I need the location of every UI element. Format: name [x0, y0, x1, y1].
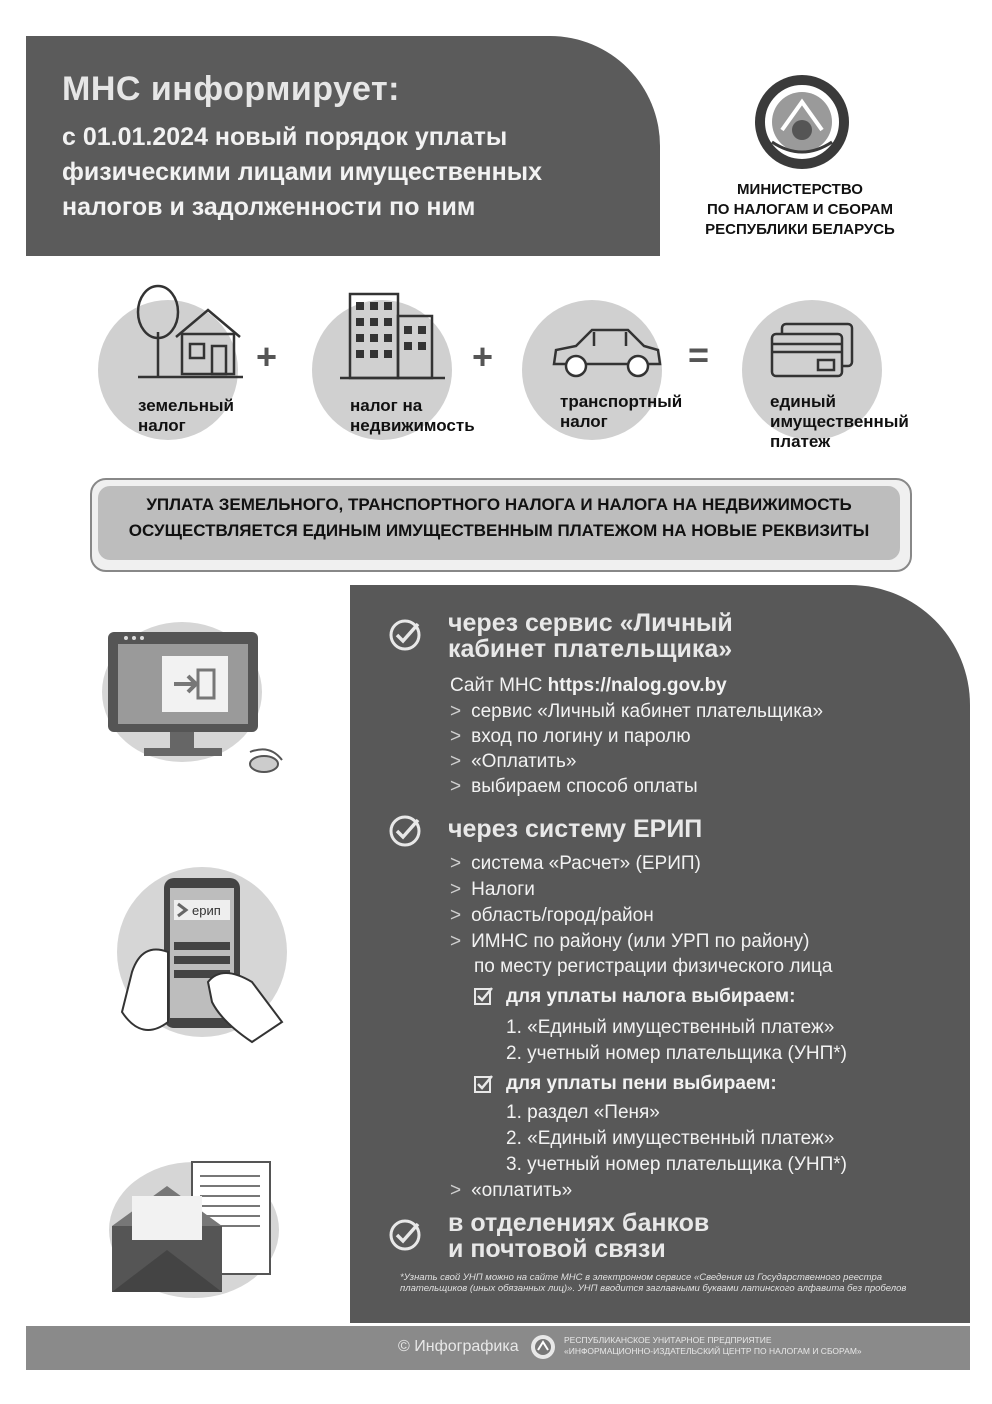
chevron-right-icon: > — [450, 751, 462, 772]
payment-cards-icon — [768, 322, 858, 382]
erip-step: > ИМНС по району (или УРП по району) — [450, 931, 810, 952]
method-erip-title: через систему ЕРИП — [448, 815, 703, 843]
erip-step: > область/город/район — [450, 905, 654, 926]
chevron-right-icon: > — [450, 1180, 462, 1201]
car-icon — [546, 318, 666, 388]
erip-app-label: ерип — [192, 903, 221, 918]
site-label: Сайт МНС — [450, 675, 548, 696]
erip-penalty-item: 3. учетный номер плательщика (УНП*) — [506, 1154, 847, 1175]
checkbox-checked-icon — [474, 986, 494, 1006]
cabinet-step: > сервис «Личный кабинет плательщика» — [450, 701, 824, 722]
phone-erip-icon — [112, 852, 302, 1052]
info-banner-text — [98, 492, 900, 544]
erip-tax-item: 1. «Единый имущественный платеж» — [506, 1017, 835, 1038]
cabinet-step: > «Оплатить» — [450, 751, 577, 772]
checkbox-checked-icon — [474, 1074, 494, 1094]
transport-tax-label: транспортный налог — [560, 392, 683, 431]
ministry-line: РЕСПУБЛИКИ БЕЛАРУСЬ — [705, 221, 895, 238]
chevron-right-icon: > — [450, 931, 462, 952]
erip-tax-header: для уплаты налога выбираем: — [506, 986, 796, 1007]
chevron-right-icon: > — [450, 853, 462, 874]
building-icon — [340, 286, 450, 386]
ministry-name — [690, 180, 910, 240]
method-banks-title: в отделениях банков и почтовой связи — [448, 1209, 710, 1263]
chevron-right-icon: > — [450, 726, 462, 747]
check-circle-icon — [388, 814, 422, 848]
erip-step: > Налоги — [450, 879, 535, 900]
site-url-link[interactable]: https://nalog.gov.by — [547, 675, 727, 696]
page-title: МНС информирует: — [62, 70, 400, 108]
cabinet-site — [450, 674, 727, 698]
equals-sign: = — [688, 334, 710, 375]
footer-org-line: РЕСПУБЛИКАНСКОЕ УНИТАРНОЕ ПРЕДПРИЯТИЕ — [564, 1335, 772, 1345]
erip-step-continued: по месту регистрации физического лица — [474, 956, 833, 977]
erip-penalty-item: 1. раздел «Пеня» — [506, 1102, 660, 1123]
footer-organization — [564, 1335, 924, 1357]
chevron-right-icon: > — [450, 905, 462, 926]
cabinet-step: > вход по логину и паролю — [450, 726, 691, 747]
chevron-right-icon: > — [450, 701, 462, 722]
land-tax-label: земельный налог — [138, 396, 234, 435]
plus-sign: + — [256, 336, 278, 377]
method-cabinet-title: через сервис «Личный кабинет плательщика» — [448, 609, 733, 663]
cabinet-step: > выбираем способ оплаты — [450, 776, 698, 797]
chevron-right-icon: > — [450, 776, 462, 797]
erip-penalty-item: 2. «Единый имущественный платеж» — [506, 1128, 835, 1149]
subtitle-line: физическими лицами имущественных — [62, 158, 543, 186]
footnote: *Узнать свой УНП можно на сайте МНС в электронном сервисе «Сведения из Государственного реестра плательщиков (иных обязанных лиц)». УНП вводится заглавными буквами латинского алфавита без пробелов — [400, 1272, 907, 1294]
subtitle-line: налогов и задолженности по ним — [62, 193, 476, 221]
ministry-line: МИНИСТЕРСТВО — [737, 181, 863, 198]
ministry-emblem-icon — [752, 72, 852, 172]
subtitle-line: с 01.01.2024 новый порядок уплаты — [62, 123, 508, 151]
check-circle-icon — [388, 1218, 422, 1252]
footer-infographic: © Инфографика — [398, 1338, 519, 1355]
publisher-emblem-icon — [530, 1334, 556, 1360]
ministry-line: ПО НАЛОГАМ И СБОРАМ — [707, 201, 893, 218]
banner-line: УПЛАТА ЗЕМЕЛЬНОГО, ТРАНСПОРТНОГО НАЛОГА И НАЛОГА НА НЕДВИЖИМОСТЬ — [146, 495, 852, 514]
computer-icon — [92, 612, 292, 792]
envelope-documents-icon — [104, 1150, 294, 1300]
plus-sign: + — [472, 336, 494, 377]
house-tree-icon — [128, 282, 248, 382]
banner-line: ОСУЩЕСТВЛЯЕТСЯ ЕДИНЫМ ИМУЩЕСТВЕННЫМ ПЛАТЕЖОМ НА НОВЫЕ РЕКВИЗИТЫ — [128, 521, 870, 540]
property-tax-label: налог на недвижимость — [350, 396, 475, 435]
chevron-right-icon: > — [450, 879, 462, 900]
check-circle-icon — [388, 618, 422, 652]
single-payment-label: единый имущественный платеж — [770, 392, 909, 451]
erip-step: > система «Расчет» (ЕРИП) — [450, 853, 701, 874]
erip-penalty-header: для уплаты пени выбираем: — [506, 1073, 777, 1094]
page-subtitle — [62, 120, 622, 225]
erip-tax-item: 2. учетный номер плательщика (УНП*) — [506, 1043, 847, 1064]
footer-org-line: «ИНФОРМАЦИОННО-ИЗДАТЕЛЬСКИЙ ЦЕНТР ПО НАЛОГАМ И СБОРАМ» — [564, 1346, 862, 1356]
erip-pay-step: > «оплатить» — [450, 1180, 573, 1201]
